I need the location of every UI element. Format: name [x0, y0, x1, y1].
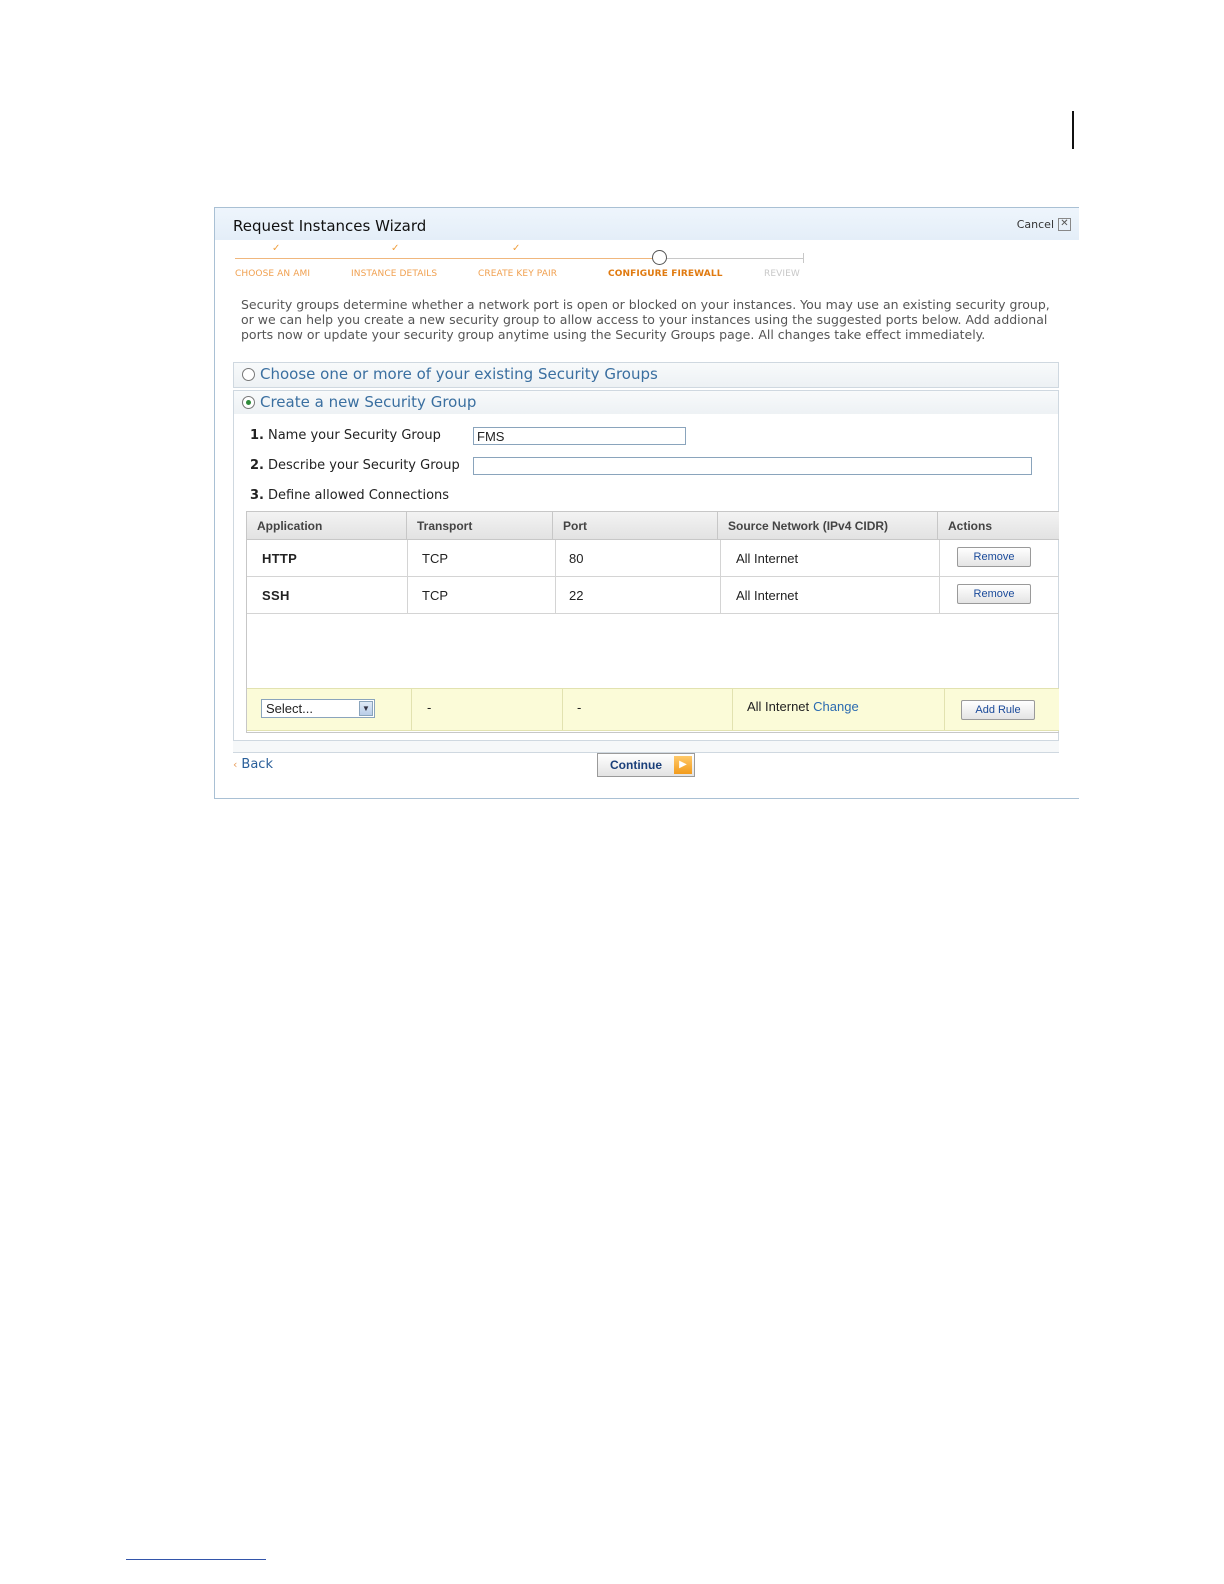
wizard-title: Request Instances Wizard	[233, 217, 427, 235]
chevron-down-icon[interactable]: ▼	[359, 701, 373, 716]
column-divider	[562, 689, 563, 730]
footnote-separator	[126, 1559, 266, 1560]
cell-application: HTTP	[262, 551, 298, 566]
connections-table	[246, 511, 1059, 733]
select-value: Select...	[266, 701, 313, 716]
header-divider	[406, 512, 407, 539]
wizard-progress-steps	[215, 240, 1079, 286]
cell-source: All Internet	[736, 588, 799, 603]
back-label: Back	[241, 757, 273, 772]
add-rule-row	[247, 688, 1059, 731]
cell-transport: TCP	[422, 551, 448, 566]
continue-button[interactable]	[597, 753, 695, 777]
column-divider	[720, 540, 721, 576]
create-group-option[interactable]	[233, 390, 1059, 416]
column-divider	[555, 577, 556, 613]
add-source-value	[747, 699, 859, 714]
header-divider	[552, 512, 553, 539]
panel-footer-bar	[233, 740, 1059, 753]
create-group-radio[interactable]	[242, 396, 255, 409]
intro-text: Security groups determine whether a network port is open or blocked on your instances. You may use an existing security group, or we can help you create a new security group to allow access to your instances using the suggested ports below. Add addional ports now or update your security group anytime using the Security Groups page. All changes take effect immediately.	[241, 297, 1050, 342]
header-divider	[717, 512, 718, 539]
define-connections-label	[250, 488, 449, 503]
cancel-label: Cancel	[1016, 218, 1054, 231]
close-icon[interactable]: ✕	[1058, 218, 1071, 231]
wizard-header	[215, 208, 1079, 240]
column-transport: Transport	[417, 519, 473, 533]
chevron-left-icon: ‹	[233, 758, 238, 771]
cell-source: All Internet	[736, 551, 799, 566]
step-number-3: 3.	[250, 488, 264, 503]
remove-http-button[interactable]: Remove	[957, 547, 1031, 567]
table-row	[247, 577, 1059, 614]
progress-line-remaining	[659, 258, 804, 259]
step-choose-ami: CHOOSE AN AMI	[235, 269, 311, 279]
column-divider	[944, 689, 945, 730]
create-group-label[interactable]: Create a new Security Group	[260, 393, 477, 411]
play-arrow-icon: ▶	[674, 756, 692, 774]
name-field-label	[250, 428, 441, 443]
step-1-check-icon: ✓	[272, 243, 281, 254]
step-number-2: 2.	[250, 458, 264, 473]
column-divider	[939, 577, 940, 613]
step-number-1: 1.	[250, 428, 264, 443]
group-name-input[interactable]: FMS	[473, 427, 686, 445]
column-divider	[407, 540, 408, 576]
column-divider	[720, 577, 721, 613]
header-divider	[937, 512, 938, 539]
progress-line-completed	[235, 258, 659, 259]
existing-groups-radio[interactable]	[242, 368, 255, 381]
define-label-text: Define allowed Connections	[267, 488, 450, 503]
cell-transport: TCP	[422, 588, 448, 603]
back-button[interactable]	[233, 757, 273, 772]
step-instance-details: INSTANCE DETAILS	[351, 269, 438, 279]
name-label-text: Name your Security Group	[267, 428, 441, 443]
page-margin-bar	[1072, 111, 1074, 149]
column-divider	[555, 540, 556, 576]
step-review: REVIEW	[764, 269, 800, 279]
step-3-check-icon: ✓	[512, 243, 521, 254]
existing-groups-label[interactable]: Choose one or more of your existing Security Groups	[260, 365, 658, 383]
column-port: Port	[563, 519, 587, 533]
table-header	[247, 512, 1059, 540]
column-divider	[411, 689, 412, 730]
change-source-link[interactable]: Change	[813, 699, 859, 714]
column-actions: Actions	[948, 519, 993, 533]
add-transport-value: -	[427, 700, 432, 715]
existing-groups-option[interactable]	[233, 362, 1059, 388]
current-step-circle-icon	[652, 250, 667, 265]
cell-port: 80	[569, 551, 584, 566]
application-select[interactable]	[261, 699, 375, 718]
remove-ssh-button[interactable]: Remove	[957, 584, 1031, 604]
describe-label-text: Describe your Security Group	[267, 458, 460, 473]
table-row	[247, 540, 1059, 577]
progress-line-end	[803, 253, 804, 263]
column-application: Application	[257, 519, 323, 533]
describe-field-label	[250, 458, 460, 473]
group-description-input[interactable]	[473, 457, 1032, 475]
add-port-value: -	[577, 700, 582, 715]
cell-port: 22	[569, 588, 584, 603]
continue-label: Continue	[610, 758, 662, 772]
column-divider	[407, 577, 408, 613]
step-configure-firewall: CONFIGURE FIREWALL	[608, 269, 723, 279]
step-create-key-pair: CREATE KEY PAIR	[478, 269, 558, 279]
add-source-text: All Internet	[747, 699, 810, 714]
step-2-check-icon: ✓	[391, 243, 400, 254]
column-divider	[939, 540, 940, 576]
cancel-button[interactable]	[1017, 218, 1071, 231]
request-instances-wizard	[214, 207, 1079, 799]
cell-application: SSH	[262, 588, 290, 603]
column-divider	[732, 689, 733, 730]
create-group-panel	[233, 414, 1059, 752]
add-rule-button[interactable]: Add Rule	[961, 700, 1035, 720]
column-source-network: Source Network (IPv4 CIDR)	[728, 519, 889, 533]
